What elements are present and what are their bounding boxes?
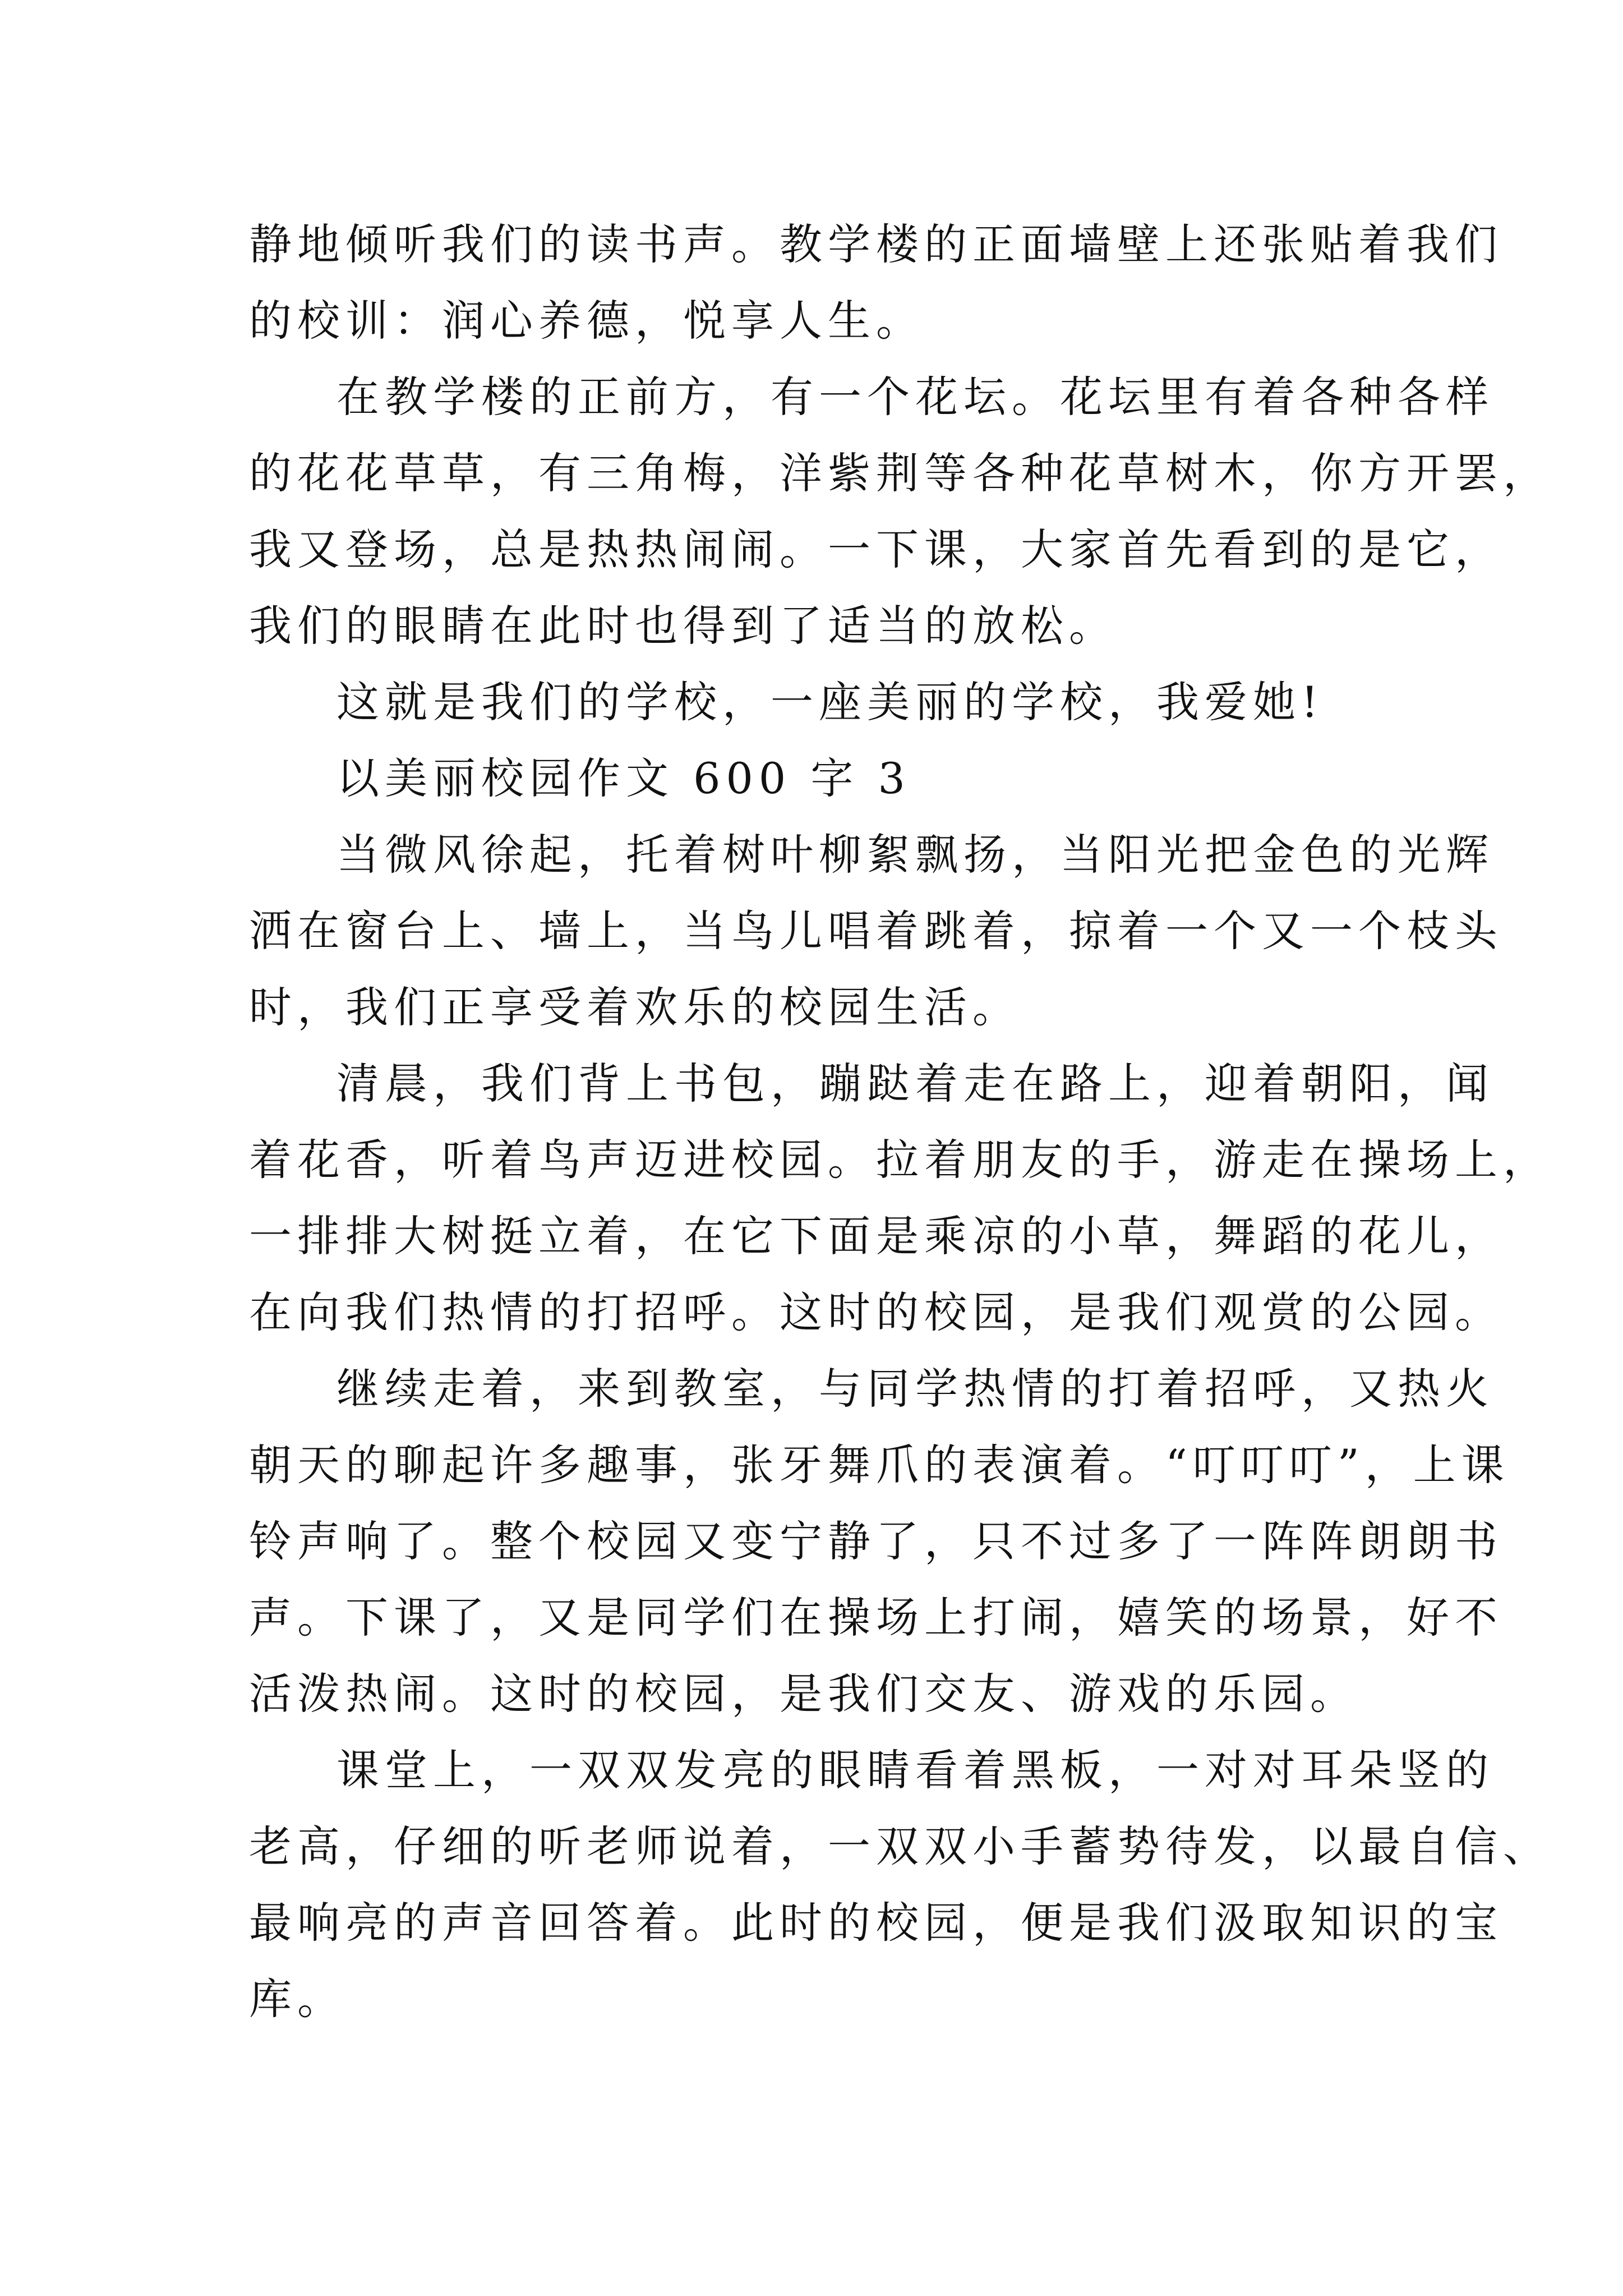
text-line: 老高，仔细的听老师说着，一双双小手蓄势待发，以最自信、 bbox=[249, 1821, 1551, 1871]
essay-heading: 以美丽校园作文 600 字 3 bbox=[336, 753, 911, 803]
paragraph-start-line: 在教学楼的正前方，有一个花坛。花坛里有着各种各样 bbox=[336, 372, 1494, 422]
text-line: 最响亮的声音回答着。此时的校园，便是我们汲取知识的宝 bbox=[249, 1898, 1503, 1948]
text-line: 铃声响了。整个校园又变宁静了，只不过多了一阵阵朗朗书 bbox=[249, 1516, 1503, 1566]
text-line: 活泼热闹。这时的校园，是我们交友、游戏的乐园。 bbox=[249, 1669, 1358, 1719]
text-line: 的花花草草，有三角梅，洋紫荆等各种花草树木，你方开罢， bbox=[249, 448, 1551, 498]
paragraph-start-line: 清晨，我们背上书包，蹦跶着走在路上，迎着朝阳，闻 bbox=[336, 1059, 1494, 1108]
text-line: 着花香，听着鸟声迈进校园。拉着朋友的手，游走在操场上， bbox=[249, 1135, 1551, 1185]
paragraph-start-line: 这就是我们的学校，一座美丽的学校，我爱她! bbox=[336, 677, 1324, 727]
text-line: 库。 bbox=[249, 1974, 345, 2024]
essay-text bbox=[249, 206, 1551, 2037]
text-line: 的校训：润心养德，悦享人生。 bbox=[249, 296, 924, 346]
paragraph-start-line: 继续走着，来到教室，与同学热情的打着招呼，又热火 bbox=[336, 1364, 1494, 1414]
paragraph-start-line: 课堂上，一双双发亮的眼睛看着黑板，一对对耳朵竖的 bbox=[336, 1745, 1494, 1795]
text-line: 在向我们热情的打招呼。这时的校园，是我们观赏的公园。 bbox=[249, 1287, 1503, 1337]
text-line: 静地倾听我们的读书声。教学楼的正面墙壁上还张贴着我们 bbox=[249, 219, 1503, 269]
text-line: 一排排大树挺立着，在它下面是乘凉的小草，舞蹈的花儿， bbox=[249, 1211, 1503, 1261]
text-line: 时，我们正享受着欢乐的校园生活。 bbox=[249, 982, 1021, 1032]
text-line: 我又登场，总是热热闹闹。一下课，大家首先看到的是它， bbox=[249, 524, 1503, 574]
text-line: 洒在窗台上、墙上，当鸟儿唱着跳着，掠着一个又一个枝头 bbox=[249, 906, 1503, 956]
text-line: 朝天的聊起许多趣事，张牙舞爪的表演着。“叮叮叮”，上课 bbox=[249, 1440, 1510, 1490]
paragraph-start-line: 当微风徐起，托着树叶柳絮飘扬，当阳光把金色的光辉 bbox=[336, 830, 1494, 880]
text-line: 声。下课了，又是同学们在操场上打闹，嬉笑的场景，好不 bbox=[249, 1593, 1503, 1642]
text-line: 我们的眼睛在此时也得到了适当的放松。 bbox=[249, 601, 1117, 651]
